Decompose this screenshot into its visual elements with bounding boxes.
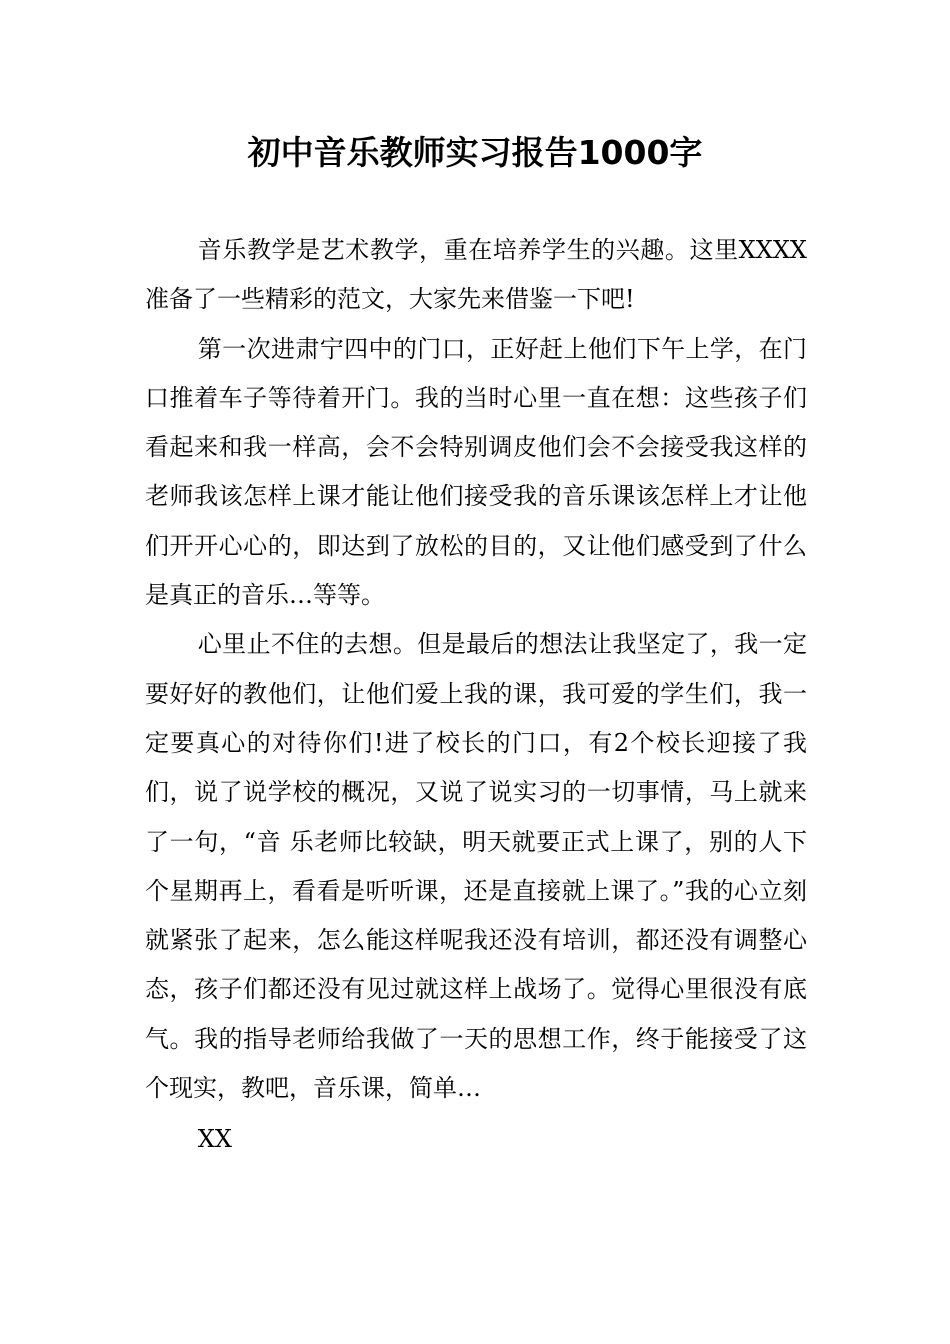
paragraph-xx: XX xyxy=(197,1125,232,1154)
paragraph-determination: 心里止不住的去想。但是最后的想法让我坚定了，我一定要好好的教他们，让他们爱上我的课，我可爱的学生们，我一定要真心的对待你们!进了校长的门口，有2个校长迎接了我们，说了说学校的概况，又说了说实习的一切事情，马上就来了一句，“音 乐老师比较缺，明天就要正式上课了，别的人下个星期再上，看看是听听课，还是直接就上课了。”我的心立刻就紧张了起来，怎么能这样呢我还没有培训，都还没有调整心态，孩子们都还没有见过就这样上战场了。觉得心里很没有底气。我的指导老师给我做了一天的思想工作，终于能接受了这个现实，教吧，音乐课，简单… xyxy=(145,630,807,1103)
paragraph-first-visit: 第一次进肃宁四中的门口，正好赶上他们下午上学，在门口推着车子等待着开门。我的当时心里一直在想：这些孩子们看起来和我一样高，会不会特别调皮他们会不会接受我这样的老师我该怎样上课才能让他们接受我的音乐课该怎样上才让他们开开心心的，即达到了放松的目的，又让他们感受到了什么是真正的音乐…等等。 xyxy=(145,334,807,610)
paragraph-intro: 音乐教学是艺术教学，重在培养学生的兴趣。这里XXXX准备了一些精彩的范文，大家先来借鉴一下吧! xyxy=(145,236,807,314)
document-title: 初中音乐教师实习报告1000字 xyxy=(247,133,703,172)
document-body xyxy=(145,226,807,1165)
